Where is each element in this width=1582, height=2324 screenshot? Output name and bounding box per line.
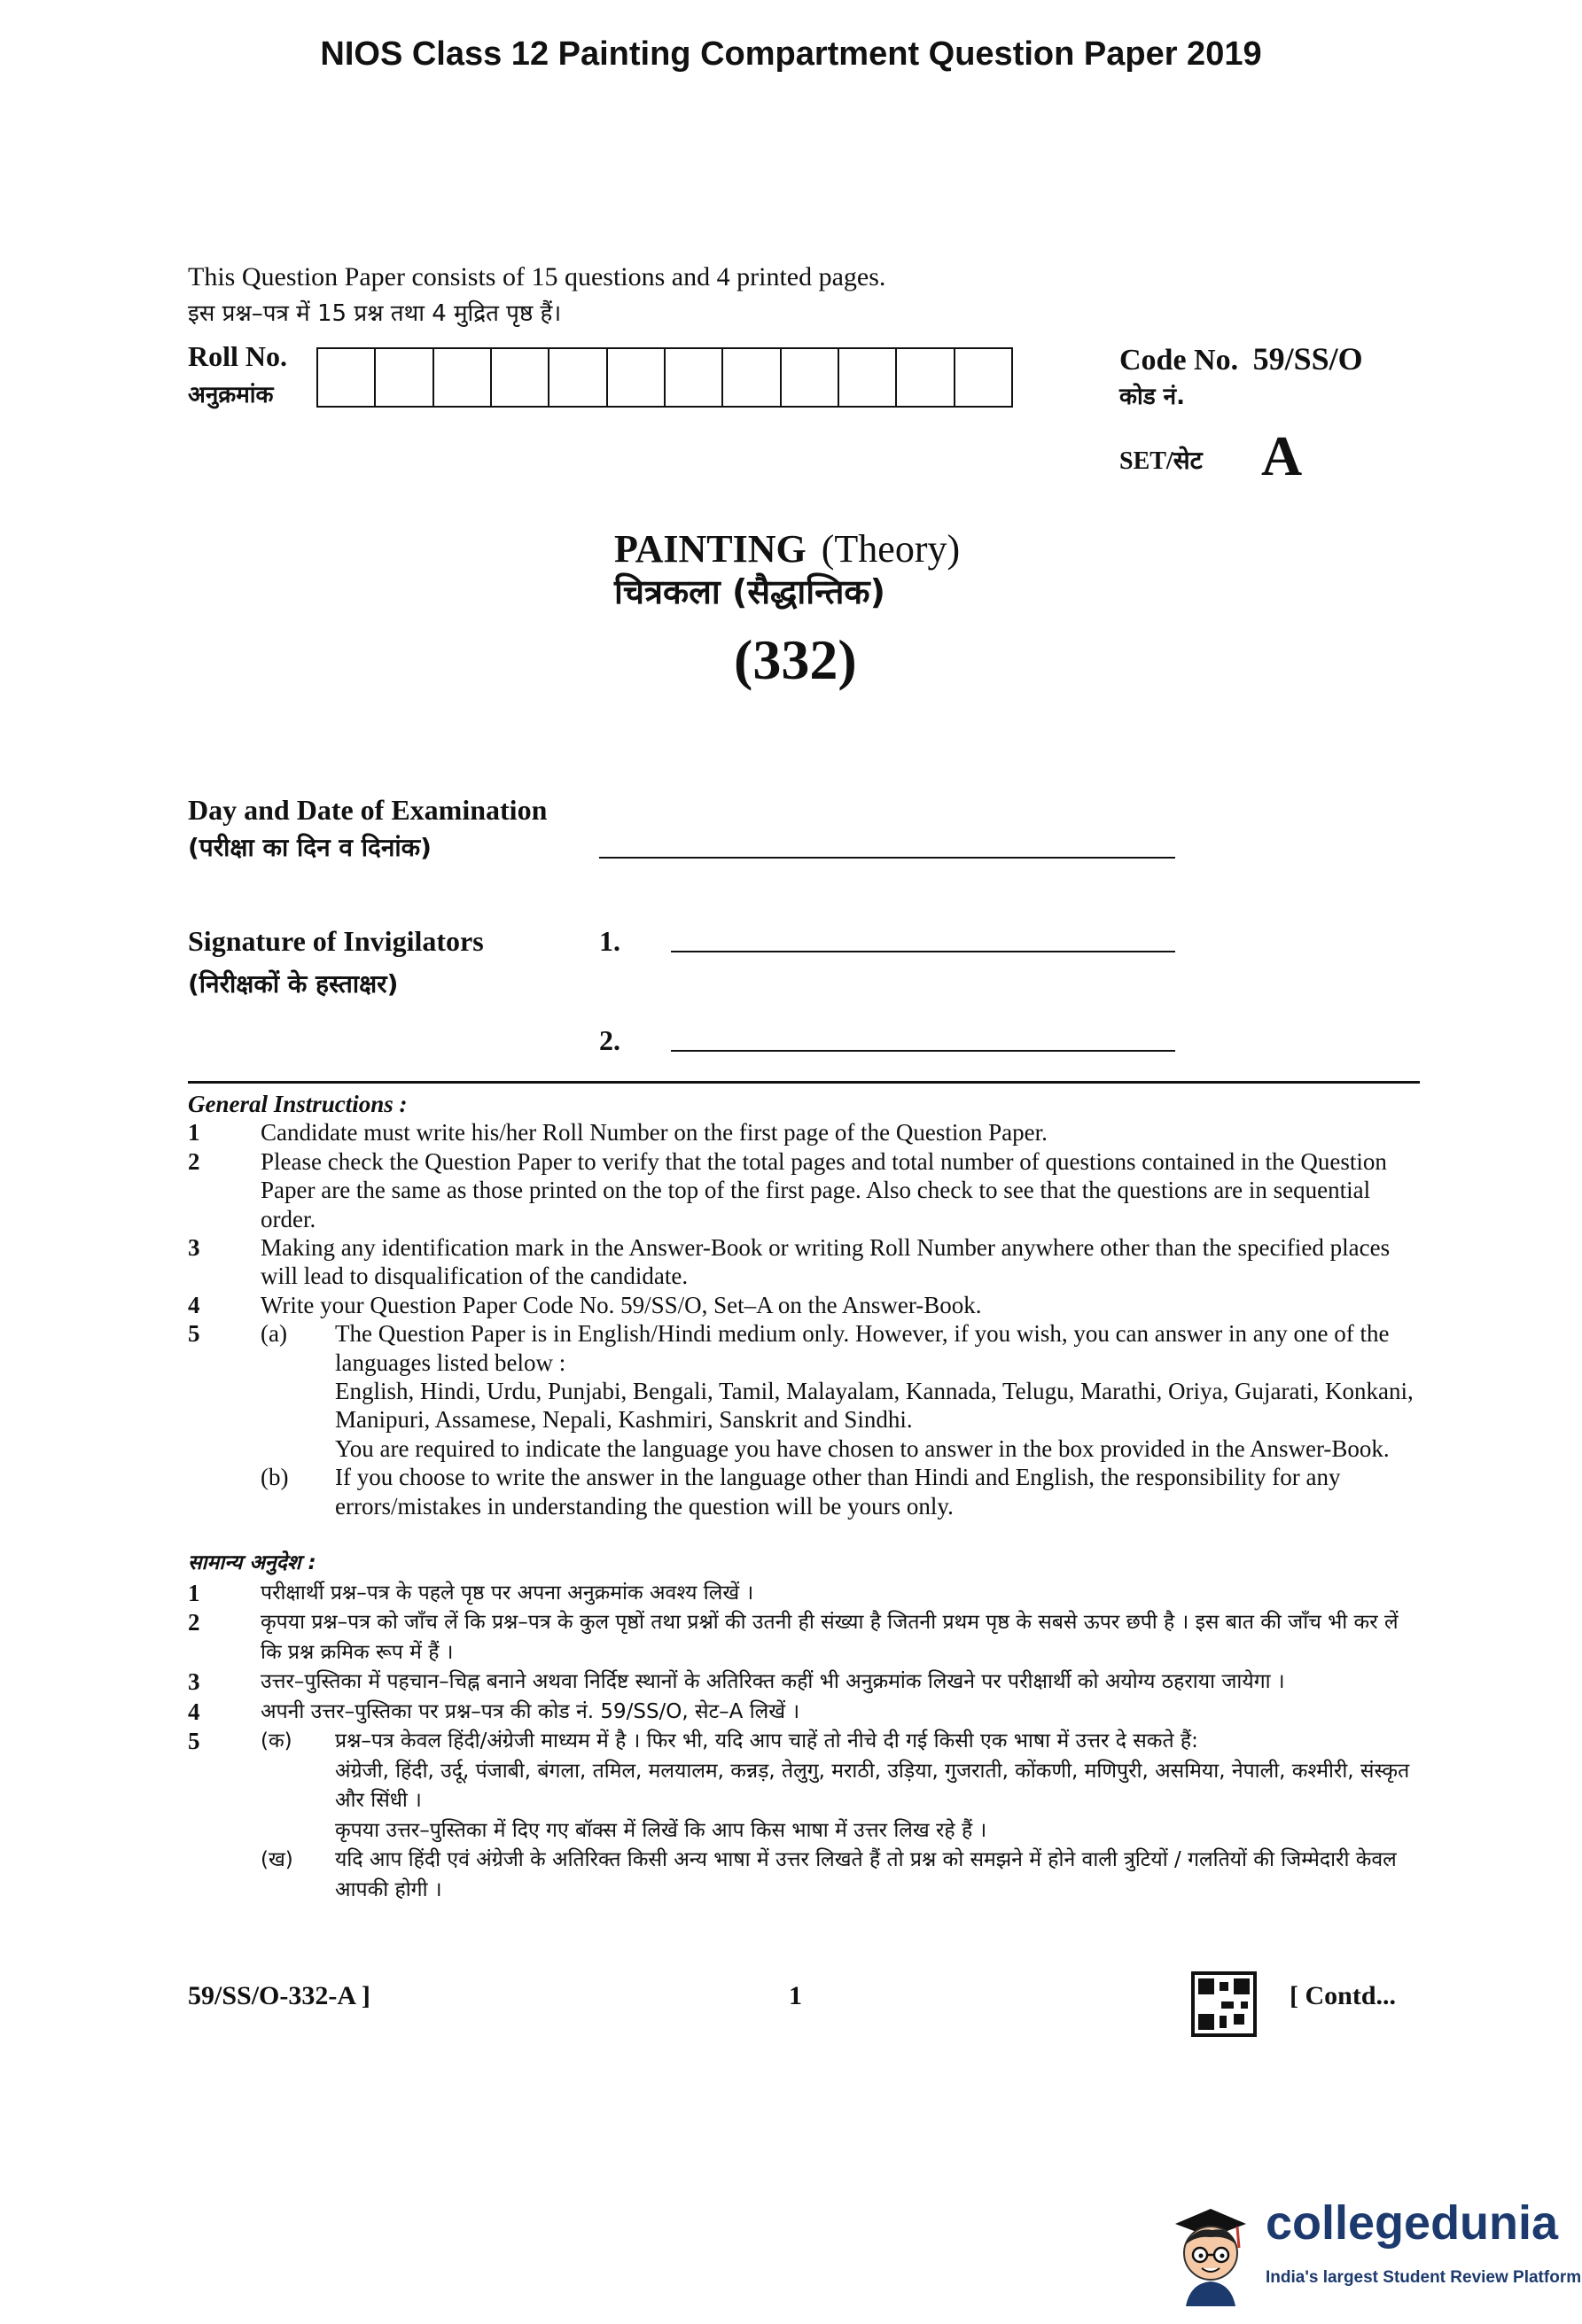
signature-label-en: Signature of Invigilators: [188, 925, 484, 957]
signature-1-blank[interactable]: [671, 951, 1175, 952]
instruction-item-hi: 1 परीक्षार्थी प्रश्न–पत्र के पहले पृष्ठ पर अपना अनुक्रमांक अवश्य लिखें ।: [188, 1579, 754, 1606]
roll-box-cell[interactable]: [782, 349, 839, 406]
footer-paper-code: 59/SS/O-332-A ]: [188, 1981, 370, 2010]
section-divider: [188, 1081, 1420, 1084]
instruction-item-5: 5 (a) The Question Paper is in English/Hindi medium only. However, if you wish, you can answer in any one of the languages listed below : English, Hindi, Urdu, Punjabi, Bengali, Tamil, Malayalam, Kannada, Telugu, Marathi, Oriya, Gujarati, Konkani, Manipuri, Assamese, Nepali, Kashmiri, Sanskrit and Sindhi. You are required to indicate the language you have chosen to answer in the box provided in the Answer-Book. (b) If you choose to write the answer in the language other than Hindi and English, the responsibility for any errors/mistakes in understanding the question will be yours only.: [188, 1319, 1420, 1520]
code-label: Code No.: [1119, 344, 1239, 377]
signature-1-label: 1.: [599, 925, 620, 957]
roll-box-cell[interactable]: [549, 349, 607, 406]
instruction-5b-hi: (ख) यदि आप हिंदी एवं अंग्रेजी के अतिरिक्त किसी अन्य भाषा में उत्तर लिखते हैं तो प्रश्न को समझने में होने वाली त्रुटियों / गलतियों की जिम्मेदारी केवल आपकी होगी ।: [261, 1848, 1397, 1901]
code-value: 59/SS/O: [1252, 341, 1363, 377]
code-label-hi: कोड नं.: [1119, 384, 1185, 410]
signature-2-label: 2.: [599, 1024, 620, 1056]
info-line-hi: इस प्रश्न–पत्र में 15 प्रश्न तथा 4 मुद्रित पृष्ठ हैं।: [188, 300, 562, 327]
roll-box-cell[interactable]: [839, 349, 897, 406]
instructions-heading-en: General Instructions :: [188, 1091, 408, 1117]
instruction-5a-note-hi: कृपया उत्तर–पुस्तिका में दिए गए बॉक्स में लिखें कि आप किस भाषा में उत्तर लिख रहे हैं ।: [335, 1818, 987, 1842]
instruction-5a-note: You are required to indicate the language you have chosen to answer in the box provided in the Answer-Book.: [335, 1434, 1390, 1462]
roll-box-cell[interactable]: [955, 349, 1011, 406]
exam-date-label-hi: (परीक्षा का दिन व दिनांक): [188, 833, 432, 862]
info-line-en: This Question Paper consists of 15 questions and 4 printed pages.: [188, 262, 886, 291]
subject-name: PAINTING: [614, 527, 807, 571]
instruction-item-hi: 4 अपनी उत्तर–पुस्तिका पर प्रश्न–पत्र की कोड नं. 59/SS/O, सेट–A लिखें ।: [188, 1698, 800, 1725]
general-instructions-en: [188, 1090, 1420, 1520]
subject-code: (332): [734, 628, 857, 691]
exam-date-label-en: Day and Date of Examination: [188, 794, 548, 826]
roll-box-cell[interactable]: [318, 349, 376, 406]
instruction-5a-languages-hi: अंग्रेजी, हिंदी, उर्दू, पंजाबी, बंगला, तमिल, मलयालम, कन्नड़, तेलुगु, मराठी, उड़िया, गुजराती, कोंकणी, मणिपुरी, असमिया, नेपाली, कश्मीरी, संस्कृत और सिंधी ।: [335, 1759, 1410, 1812]
brand-tagline: India's largest Student Review Platform: [1266, 2268, 1582, 2287]
subject-title: [614, 526, 960, 571]
roll-box-cell[interactable]: [666, 349, 723, 406]
instruction-5a: (a) The Question Paper is in English/Hindi medium only. However, if you wish, you can answer in any one of the languages listed below :: [261, 1320, 1390, 1376]
roll-label-hi: अनुक्रमांक: [188, 382, 274, 408]
general-instructions-hi: [188, 1549, 1420, 1905]
collegedunia-mascot-icon: [1159, 2184, 1257, 2308]
instruction-5b: (b) If you choose to write the answer in the language other than Hindi and English, the responsibility for any errors/mistakes in understanding the question will be yours only.: [261, 1464, 1341, 1520]
roll-number-boxes[interactable]: [316, 347, 1013, 408]
roll-box-cell[interactable]: [897, 349, 955, 406]
instruction-item-hi: 2 कृपया प्रश्न–पत्र को जाँच लें कि प्रश्न–पत्र के कुल पृष्ठों तथा प्रश्नों की उतनी ही संख्या है जितनी प्रथम पृष्ठ के सबसे ऊपर छपी है । इस बात की जाँच भी कर लें कि प्रश्न क्रमिक रूप में हैं ।: [188, 1609, 1399, 1664]
set-value: A: [1261, 424, 1303, 487]
instruction-item: 4 Write your Question Paper Code No. 59/SS/O, Set–A on the Answer-Book.: [188, 1291, 982, 1318]
instruction-item: 2 Please check the Question Paper to verify that the total pages and total number of questions contained in the Question Paper are the same as those printed on the top of the first page. Also check to see that the questions are in sequential order.: [188, 1147, 1387, 1232]
instruction-item-hi: 3 उत्तर–पुस्तिका में पहचान–चिह्न बनाने अथवा निर्दिष्ट स्थानों के अतिरिक्त कहीं भी अनुक्रमांक लिखने पर परीक्षार्थी को अयोग्य ठहराया जायेगा ।: [188, 1668, 1285, 1695]
roll-box-cell[interactable]: [608, 349, 666, 406]
subject-type: (Theory): [821, 527, 961, 571]
brand-name: collegedunia: [1266, 2196, 1559, 2250]
footer-contd: [ Contd...: [1290, 1981, 1397, 2010]
set-label: SET/सेट: [1119, 447, 1203, 475]
instructions-heading-hi: सामान्य अनुदेश :: [188, 1551, 316, 1574]
document-header-title: NIOS Class 12 Painting Compartment Question Paper 2019: [320, 35, 1262, 73]
exam-date-blank[interactable]: [599, 857, 1175, 859]
instruction-5a-hi: (क) प्रश्न–पत्र केवल हिंदी/अंग्रेजी माध्यम में है । फिर भी, यदि आप चाहें तो नीचे दी गई किसी एक भाषा में उत्तर दे सकते हैं:: [261, 1729, 1198, 1753]
instruction-item: 3 Making any identification mark in the Answer-Book or writing Roll Number anywhere other than the specified places will lead to disqualification of the candidate.: [188, 1234, 1391, 1290]
signature-label-hi: (निरीक्षकों के हस्ताक्षर): [188, 969, 399, 999]
qr-code-icon: [1191, 1971, 1257, 2037]
subject-name-hi: चित्रकला (सैद्धान्तिक): [614, 572, 885, 611]
roll-box-cell[interactable]: [723, 349, 781, 406]
roll-box-cell[interactable]: [492, 349, 549, 406]
footer-page-number: 1: [789, 1981, 802, 2010]
instruction-5a-languages: English, Hindi, Urdu, Punjabi, Bengali, Tamil, Malayalam, Kannada, Telugu, Marathi, Oriya, Gujarati, Konkani, Manipuri, Assamese, Nepali, Kashmiri, Sanskrit and Sindhi.: [335, 1378, 1414, 1434]
signature-2-blank[interactable]: [671, 1050, 1175, 1052]
roll-label-en: Roll No.: [188, 340, 287, 372]
instruction-item: 1 Candidate must write his/her Roll Number on the first page of the Question Paper.: [188, 1119, 1048, 1146]
roll-box-cell[interactable]: [376, 349, 433, 406]
code-block: [1119, 340, 1363, 377]
roll-box-cell[interactable]: [434, 349, 492, 406]
instruction-item-5-hi: 5 (क) प्रश्न–पत्र केवल हिंदी/अंग्रेजी माध्यम में है । फिर भी, यदि आप चाहें तो नीचे दी गई किसी एक भाषा में उत्तर दे सकते हैं: अंग्रेजी, हिंदी, उर्दू, पंजाबी, बंगला, तमिल, मलयालम, कन्नड़, तेलुगु, मराठी, उड़िया, गुजराती, कोंकणी, मणिपुरी, असमिया, नेपाली, कश्मीरी, संस्कृत और सिंधी । कृपया उत्तर–पुस्तिका में दिए गए बॉक्स में लिखें कि आप किस भाषा में उत्तर लिख रहे हैं । (ख) यदि आप हिंदी एवं अंग्रेजी के अतिरिक्त किसी अन्य भाषा में उत्तर लिखते हैं तो प्रश्न को समझने में होने वाली त्रुटियों / गलतियों की जिम्मेदारी केवल आपकी होगी ।: [188, 1727, 1420, 1905]
